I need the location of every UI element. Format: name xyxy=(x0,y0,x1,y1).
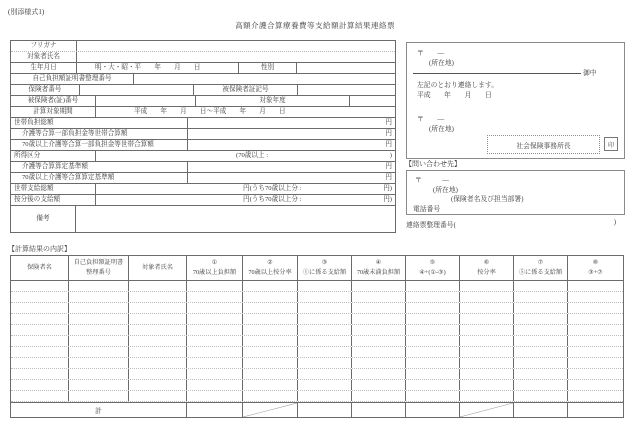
breakdown-body xyxy=(11,281,623,402)
breakdown-empty-cell xyxy=(460,391,514,401)
breakdown-empty-cell xyxy=(243,336,298,346)
insurer-number-field xyxy=(80,85,194,95)
cert-number-label: 自己負担額証明書整理番号 xyxy=(11,74,134,84)
breakdown-empty-cell xyxy=(298,314,352,324)
breakdown-empty-cell xyxy=(460,347,514,357)
breakdown-empty-cell xyxy=(514,303,568,313)
breakdown-empty-cell xyxy=(243,292,298,302)
calc-period-row xyxy=(11,107,395,118)
breakdown-empty-cell xyxy=(243,391,298,401)
column-header-insurer-name: 保険者名 xyxy=(11,256,69,280)
breakdown-empty-cell xyxy=(352,303,406,313)
notes-field xyxy=(76,206,395,232)
breakdown-empty-cell xyxy=(243,303,298,313)
breakdown-empty-cell xyxy=(11,281,69,291)
breakdown-empty-cell xyxy=(460,281,514,291)
breakdown-empty-cell xyxy=(352,292,406,302)
breakdown-empty-cell xyxy=(69,347,129,357)
breakdown-empty-cell xyxy=(11,391,69,401)
breakdown-empty-cell xyxy=(243,380,298,390)
ref-number-label: 連絡票整理番号( xyxy=(406,222,456,229)
breakdown-empty-cell xyxy=(514,281,568,291)
breakdown-empty-cell xyxy=(298,281,352,291)
insurer-number-row xyxy=(11,85,395,96)
care-sum-label: 介護等合算一部負担金等世帯合算額 xyxy=(11,129,188,139)
breakdown-empty-row xyxy=(11,336,623,347)
contact-postal: 〒 ― xyxy=(415,177,449,184)
breakdown-empty-cell xyxy=(11,325,69,335)
breakdown-empty-cell xyxy=(352,358,406,368)
breakdown-empty-cell xyxy=(11,347,69,357)
breakdown-empty-cell xyxy=(460,369,514,379)
breakdown-empty-cell xyxy=(11,358,69,368)
diagonal-slash-icon xyxy=(460,403,513,417)
column-header-5-formula: ⑤ ④+(①-③) xyxy=(406,256,460,280)
sender-address-label: (所在地) xyxy=(429,126,454,133)
breakdown-empty-cell xyxy=(187,314,243,324)
breakdown-empty-cell xyxy=(568,347,623,357)
breakdown-empty-cell xyxy=(129,347,187,357)
total-cell-4 xyxy=(352,403,406,417)
column-header-cert-number: 自己負担額証明書 整理番号 xyxy=(69,256,129,280)
care-standard-field: 円 xyxy=(385,162,392,170)
breakdown-empty-cell xyxy=(406,347,460,357)
breakdown-empty-cell xyxy=(514,347,568,357)
breakdown-empty-cell xyxy=(243,325,298,335)
breakdown-empty-cell xyxy=(243,314,298,324)
breakdown-empty-row xyxy=(11,380,623,391)
breakdown-empty-cell xyxy=(460,380,514,390)
ref-number-line xyxy=(406,219,616,229)
birthdate-field: 明・大・昭・平 年 月 日 xyxy=(77,63,239,73)
breakdown-empty-cell xyxy=(568,391,623,401)
breakdown-empty-row xyxy=(11,391,623,402)
household-total-field: 円 xyxy=(385,118,392,126)
breakdown-empty-cell xyxy=(568,281,623,291)
insured-number-label: 被保険者(証)番号 xyxy=(11,96,96,106)
breakdown-empty-cell xyxy=(406,358,460,368)
breakdown-empty-cell xyxy=(69,325,129,335)
breakdown-empty-cell xyxy=(11,292,69,302)
insured-number-row xyxy=(11,96,395,107)
over70-standard-row xyxy=(11,173,395,184)
breakdown-empty-cell xyxy=(514,369,568,379)
household-pay-close: 円) xyxy=(383,184,392,192)
over70-sum-row xyxy=(11,140,395,151)
breakdown-empty-cell xyxy=(69,369,129,379)
breakdown-empty-cell xyxy=(11,303,69,313)
column-header-3-payment-for-1: ③ ①に係る支給額 xyxy=(298,256,352,280)
breakdown-empty-cell xyxy=(298,325,352,335)
breakdown-empty-cell xyxy=(460,358,514,368)
breakdown-empty-cell xyxy=(243,358,298,368)
cert-number-row xyxy=(11,74,395,85)
breakdown-empty-cell xyxy=(129,303,187,313)
recipient-address-label: (所在地) xyxy=(429,60,454,67)
total-cell-1 xyxy=(187,403,243,417)
household-pay-field xyxy=(96,184,395,194)
breakdown-empty-cell xyxy=(514,380,568,390)
column-header-1-over70-burden: ① 70歳以上負担額 xyxy=(187,256,243,280)
breakdown-empty-cell xyxy=(568,380,623,390)
breakdown-empty-cell xyxy=(514,325,568,335)
recipient-postal: 〒 ― xyxy=(417,50,445,57)
breakdown-empty-cell xyxy=(514,314,568,324)
income-class-label: 所得区分 xyxy=(11,151,96,161)
prorated-pay-row xyxy=(11,195,395,206)
breakdown-empty-cell xyxy=(69,281,129,291)
column-header-8-total: ⑧ ③+⑦ xyxy=(588,259,603,276)
over70-standard-field: 円 xyxy=(385,173,392,181)
breakdown-table xyxy=(10,255,624,418)
breakdown-empty-cell xyxy=(514,358,568,368)
seal-stamp-box: 印 xyxy=(604,137,618,151)
breakdown-empty-cell xyxy=(11,314,69,324)
breakdown-empty-cell xyxy=(129,369,187,379)
breakdown-empty-row xyxy=(11,369,623,380)
care-standard-row xyxy=(11,162,395,173)
breakdown-header-row xyxy=(11,256,623,281)
breakdown-empty-cell xyxy=(129,380,187,390)
breakdown-empty-cell xyxy=(406,303,460,313)
sender-postal: 〒 ― xyxy=(417,116,445,123)
subject-name-row xyxy=(11,52,395,63)
breakdown-empty-cell xyxy=(406,336,460,346)
household-pay-label: 世帯支給総額 xyxy=(11,184,96,194)
breakdown-empty-cell xyxy=(298,303,352,313)
contact-heading: 【問い合わせ先】 xyxy=(405,160,461,168)
breakdown-empty-cell xyxy=(514,391,568,401)
insured-number-field xyxy=(96,96,196,106)
breakdown-empty-cell xyxy=(129,325,187,335)
contact-box xyxy=(406,170,625,215)
insurer-number-label: 保険者番号 xyxy=(11,85,80,95)
birthdate-row xyxy=(11,63,395,74)
insured-symbol-field xyxy=(298,85,395,95)
furigana-row xyxy=(11,41,395,52)
column-header-subject-name: 対象者氏名 xyxy=(129,256,187,280)
breakdown-empty-cell xyxy=(406,314,460,324)
care-sum-row xyxy=(11,129,395,140)
breakdown-empty-cell xyxy=(514,292,568,302)
furigana-label: フリガナ xyxy=(11,41,77,51)
breakdown-empty-cell xyxy=(514,336,568,346)
prorated-pay-mid: 円(うち70歳以上分 : xyxy=(243,195,302,203)
breakdown-empty-row xyxy=(11,292,623,303)
breakdown-empty-cell xyxy=(406,325,460,335)
breakdown-empty-cell xyxy=(69,292,129,302)
cert-number-field xyxy=(134,74,395,84)
breakdown-empty-cell xyxy=(352,347,406,357)
honorific-label: 御中 xyxy=(583,70,597,77)
breakdown-empty-cell xyxy=(568,292,623,302)
breakdown-empty-cell xyxy=(352,391,406,401)
breakdown-empty-cell xyxy=(460,292,514,302)
breakdown-empty-cell xyxy=(406,391,460,401)
breakdown-empty-cell xyxy=(352,369,406,379)
breakdown-empty-cell xyxy=(243,347,298,357)
office-name-box: 社会保険事務所長 xyxy=(487,135,600,154)
household-total-label: 世帯負担総額 xyxy=(11,118,188,128)
breakdown-empty-row xyxy=(11,347,623,358)
breakdown-total-row xyxy=(11,402,623,417)
breakdown-empty-cell xyxy=(568,303,623,313)
breakdown-empty-cell xyxy=(129,281,187,291)
breakdown-empty-cell xyxy=(406,292,460,302)
income-over70-close: ) xyxy=(389,151,392,159)
breakdown-empty-cell xyxy=(243,281,298,291)
breakdown-empty-cell xyxy=(460,325,514,335)
breakdown-empty-cell xyxy=(568,336,623,346)
breakdown-empty-cell xyxy=(298,347,352,357)
fiscal-year-field xyxy=(350,96,395,106)
breakdown-empty-cell xyxy=(352,336,406,346)
breakdown-empty-cell xyxy=(460,314,514,324)
breakdown-empty-cell xyxy=(11,336,69,346)
breakdown-empty-cell xyxy=(352,380,406,390)
breakdown-empty-cell xyxy=(129,314,187,324)
column-header-4-under70-burden: ④ 70歳未満負担額 xyxy=(352,256,406,280)
breakdown-empty-cell xyxy=(406,380,460,390)
breakdown-empty-cell xyxy=(406,369,460,379)
recipient-name-line xyxy=(413,73,581,74)
total-cell-7 xyxy=(514,403,568,417)
prorated-pay-label: 按分後の支給額 xyxy=(11,195,96,205)
contact-address-label: (所在地) xyxy=(433,187,458,194)
recipient-sender-box xyxy=(406,42,625,159)
prorated-pay-field xyxy=(96,195,395,205)
breakdown-empty-cell xyxy=(568,325,623,335)
household-pay-row xyxy=(11,184,395,195)
breakdown-empty-cell xyxy=(187,358,243,368)
care-sum-field: 円 xyxy=(385,129,392,137)
breakdown-empty-cell xyxy=(352,314,406,324)
breakdown-empty-cell xyxy=(69,314,129,324)
breakdown-empty-cell xyxy=(187,281,243,291)
subject-name-field xyxy=(77,52,395,62)
fiscal-year-label: 対象年度 xyxy=(196,96,350,106)
breakdown-empty-cell xyxy=(69,303,129,313)
breakdown-empty-cell xyxy=(298,369,352,379)
notes-row xyxy=(11,206,395,232)
breakdown-empty-cell xyxy=(187,292,243,302)
breakdown-empty-cell xyxy=(460,336,514,346)
sex-label: 性別 xyxy=(239,63,297,73)
total-cell-3 xyxy=(298,403,352,417)
breakdown-empty-cell xyxy=(129,336,187,346)
over70-sum-label: 70歳以上介護等合算一部負担金等世帯合算額 xyxy=(11,140,188,150)
calc-period-label: 計算対象期間 xyxy=(11,107,96,117)
total-label-cell: 計 xyxy=(11,403,187,417)
total-cell-5 xyxy=(406,403,460,417)
breakdown-empty-cell xyxy=(298,380,352,390)
breakdown-empty-row xyxy=(11,358,623,369)
income-class-row xyxy=(11,151,395,162)
breakdown-empty-cell xyxy=(69,336,129,346)
breakdown-empty-cell xyxy=(298,391,352,401)
breakdown-empty-cell xyxy=(187,303,243,313)
breakdown-empty-cell xyxy=(243,369,298,379)
diagonal-slash-icon xyxy=(243,403,297,417)
household-pay-mid: 円(うち70歳以上分 : xyxy=(243,184,302,192)
breakdown-empty-cell xyxy=(460,303,514,313)
breakdown-empty-cell xyxy=(568,358,623,368)
form-title: 高額介護合算療養費等支給額計算結果連絡票 xyxy=(235,21,395,30)
breakdown-empty-cell xyxy=(69,380,129,390)
breakdown-empty-cell xyxy=(406,281,460,291)
over70-sum-field: 円 xyxy=(385,140,392,148)
breakdown-empty-cell xyxy=(129,391,187,401)
total-cell-2-slash xyxy=(243,403,298,417)
ref-number-close: ) xyxy=(613,219,616,226)
breakdown-empty-cell xyxy=(298,358,352,368)
notice-date: 平成 年 月 日 xyxy=(417,92,492,99)
breakdown-empty-cell xyxy=(352,325,406,335)
breakdown-empty-cell xyxy=(187,347,243,357)
over70-standard-label: 70歳以上介護等合算算定基準額 xyxy=(11,173,188,183)
calc-period-field: 平成 年 月 日～平成 年 月 日 xyxy=(134,107,286,115)
breakdown-empty-cell xyxy=(11,369,69,379)
total-cell-6-slash xyxy=(460,403,514,417)
contact-dept-label: (保険者名及び担当部署) xyxy=(451,196,524,203)
breakdown-empty-cell xyxy=(568,314,623,324)
prorated-pay-close: 円) xyxy=(383,195,392,203)
breakdown-empty-cell xyxy=(352,281,406,291)
breakdown-empty-cell xyxy=(129,358,187,368)
breakdown-empty-cell xyxy=(187,336,243,346)
care-standard-label: 介護等合算算定基準額 xyxy=(11,162,188,172)
breakdown-empty-row xyxy=(11,325,623,336)
breakdown-empty-cell xyxy=(69,391,129,401)
income-over70-open: (70歳以上 : xyxy=(236,151,269,159)
sex-field xyxy=(297,63,395,73)
column-header-7-payment-for-5: ⑦ ⑤に係る支給額 xyxy=(514,256,568,280)
breakdown-empty-row xyxy=(11,314,623,325)
breakdown-empty-cell xyxy=(129,292,187,302)
subject-info-table xyxy=(10,40,396,233)
breakdown-empty-cell xyxy=(11,380,69,390)
total-cell-8 xyxy=(568,403,623,417)
contact-phone-label: 電話番号 xyxy=(413,206,441,213)
household-total-row xyxy=(11,118,395,129)
breakdown-empty-cell xyxy=(187,325,243,335)
notice-message: 左記のとおり連絡します。 xyxy=(417,82,499,89)
breakdown-empty-cell xyxy=(187,380,243,390)
breakdown-heading: 【計算結果の内訳】 xyxy=(8,245,71,253)
breakdown-empty-cell xyxy=(298,292,352,302)
breakdown-empty-cell xyxy=(187,391,243,401)
notes-label: 備考 xyxy=(11,206,76,232)
subject-name-label: 対象者氏名 xyxy=(11,52,77,62)
furigana-field xyxy=(77,41,395,51)
breakdown-empty-cell xyxy=(69,358,129,368)
breakdown-empty-cell xyxy=(187,369,243,379)
column-header-6-ratio: ⑥ 按分率 xyxy=(460,256,514,280)
breakdown-empty-row xyxy=(11,281,623,292)
income-class-field xyxy=(96,151,395,161)
breakdown-empty-cell xyxy=(298,336,352,346)
birthdate-label: 生年月日 xyxy=(11,63,77,73)
form-style-note: (別添様式1) xyxy=(8,8,45,16)
insured-symbol-label: 被保険者証記号 xyxy=(194,85,298,95)
breakdown-empty-cell xyxy=(568,369,623,379)
column-header-2-over70-ratio: ② 70歳以上按分率 xyxy=(243,256,298,280)
breakdown-empty-row xyxy=(11,303,623,314)
